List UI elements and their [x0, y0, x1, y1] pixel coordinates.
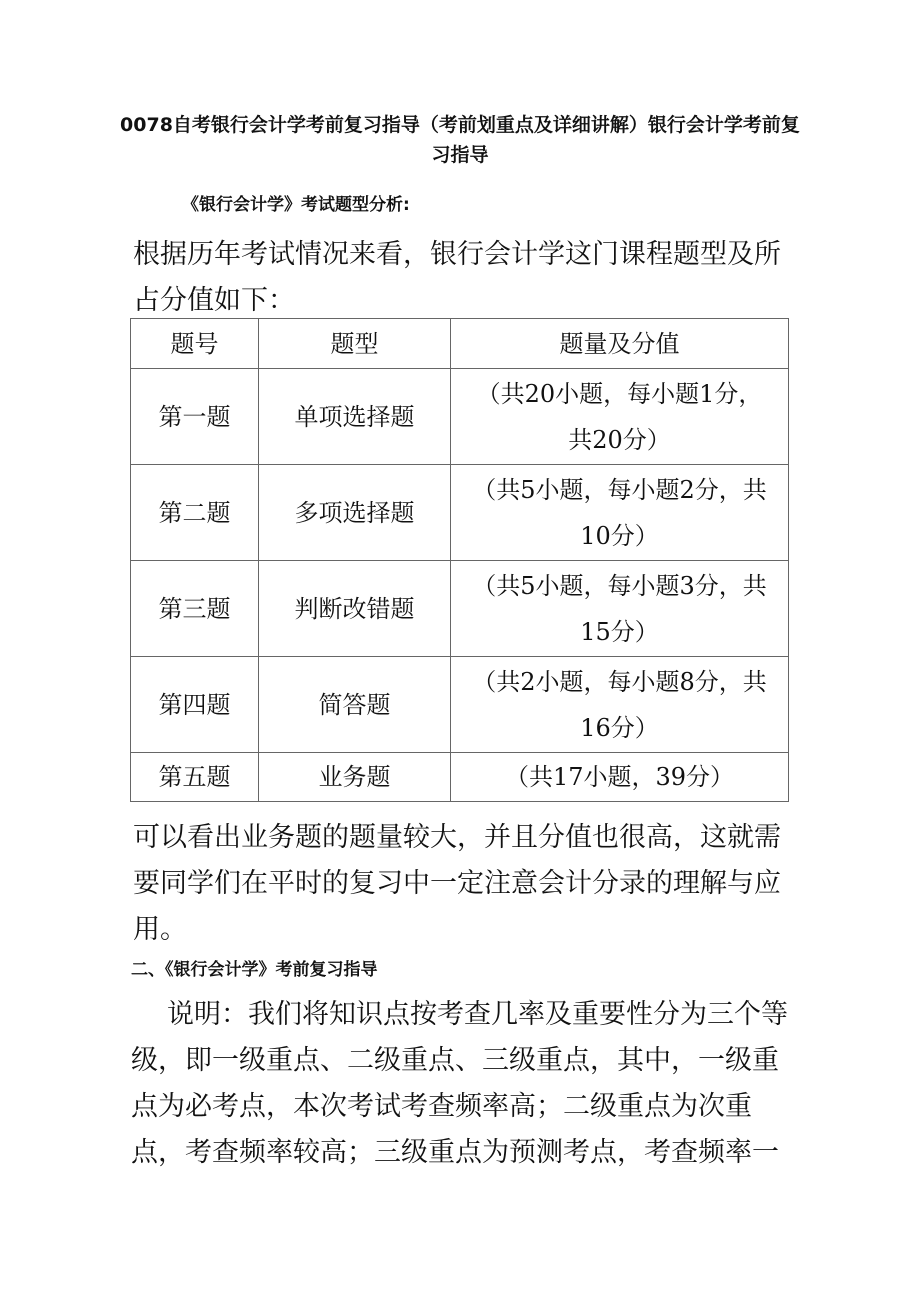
table-header-row	[131, 319, 789, 369]
table-row	[131, 753, 789, 802]
score-cell	[451, 465, 789, 561]
score-cell	[451, 657, 789, 753]
header-cell-number: 题号	[131, 319, 259, 369]
table-row	[131, 561, 789, 657]
question-type-table	[130, 318, 789, 802]
question-number-cell: 第三题	[131, 561, 259, 657]
question-number-cell: 第四题	[131, 657, 259, 753]
header-cell-type: 题型	[259, 319, 451, 369]
question-type-cell: 多项选择题	[259, 465, 451, 561]
score-cell	[451, 561, 789, 657]
table-row	[131, 657, 789, 753]
score-text: （共5小题，每小题3分，共15分）	[472, 571, 767, 646]
question-type-cell: 业务题	[259, 753, 451, 802]
question-type-cell: 简答题	[259, 657, 451, 753]
question-number-cell: 第二题	[131, 465, 259, 561]
score-text: （共17小题，39分）	[504, 763, 735, 791]
exam-type-analysis-heading: 《银行会计学》考试题型分析:	[182, 195, 410, 215]
score-cell	[451, 753, 789, 802]
explanation-paragraph: 说明：我们将知识点按考查几率及重要性分为三个等级，即一级重点、二级重点、三级重点，其中，一级重点为必考点，本次考试考查频率高；二级重点为次重点，考查频率较高；三级重点为预测考点，考查频率一	[131, 999, 788, 1168]
score-text: （共5小题，每小题2分，共10分）	[472, 475, 767, 550]
question-type-cell: 单项选择题	[259, 369, 451, 465]
table-row	[131, 369, 789, 465]
conclusion-paragraph: 可以看出业务题的题量较大，并且分值也很高，这就需要同学们在平时的复习中一定注意会计分录的理解与应用。	[133, 822, 781, 945]
score-text: （共2小题，每小题8分，共16分）	[472, 667, 767, 742]
section-two-heading: 二、《银行会计学》考前复习指导	[131, 960, 378, 980]
table-row	[131, 465, 789, 561]
header-cell-score: 题量及分值	[451, 319, 789, 369]
score-cell	[451, 369, 789, 465]
score-text: （共20小题，每小题1分，共20分）	[476, 379, 763, 454]
document-title: 0078自考银行会计学考前复习指导（考前划重点及详细讲解）银行会计学考前复习指导	[120, 114, 800, 166]
question-number-cell: 第一题	[131, 369, 259, 465]
intro-paragraph: 根据历年考试情况来看，银行会计学这门课程题型及所占分值如下：	[133, 239, 781, 316]
question-number-cell: 第五题	[131, 753, 259, 802]
question-type-cell: 判断改错题	[259, 561, 451, 657]
